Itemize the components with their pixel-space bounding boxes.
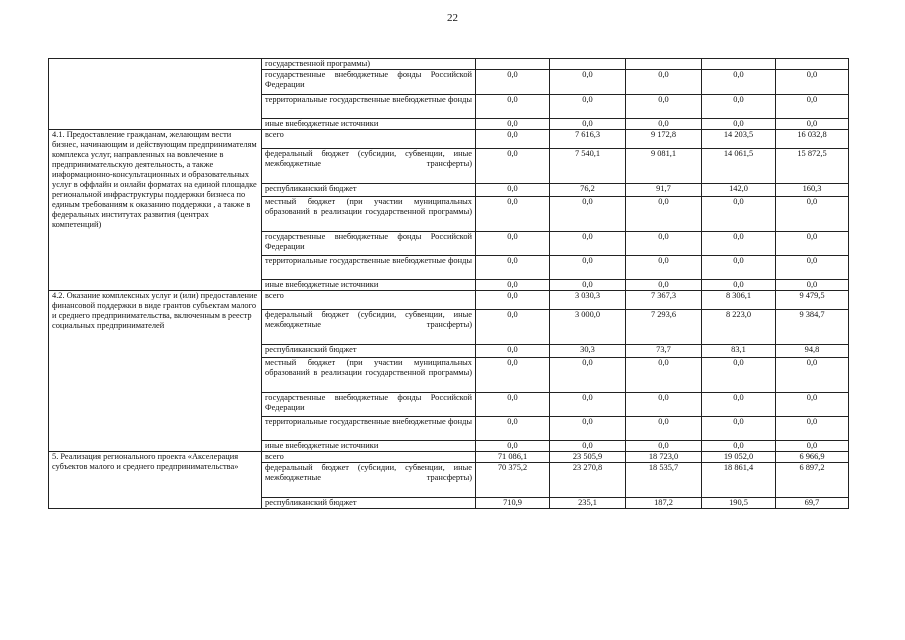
amount-cell: 0,0	[776, 393, 849, 417]
amount-cell: 0,0	[776, 232, 849, 256]
amount-cell: 8 306,1	[702, 291, 776, 310]
amount-cell: 7 540,1	[550, 149, 626, 184]
amount-cell: 9 172,8	[626, 130, 702, 149]
amount-cell: 0,0	[776, 441, 849, 452]
amount-cell: 19 052,0	[702, 452, 776, 463]
amount-cell: 0,0	[476, 95, 550, 119]
funding-source-cell: республиканский бюджет	[262, 184, 476, 197]
funding-source-cell: иные внебюджетные источники	[262, 119, 476, 130]
amount-cell: 0,0	[476, 232, 550, 256]
funding-source-cell: местный бюджет (при участии муниципальных образований в реализации государственной программы)	[262, 358, 476, 393]
amount-cell: 0,0	[476, 393, 550, 417]
table-row	[49, 59, 849, 70]
amount-cell: 16 032,8	[776, 130, 849, 149]
amount-cell: 0,0	[626, 232, 702, 256]
amount-cell: 70 375,2	[476, 463, 550, 498]
amount-cell: 0,0	[626, 256, 702, 280]
amount-cell: 0,0	[550, 95, 626, 119]
amount-cell: 71 086,1	[476, 452, 550, 463]
amount-cell: 0,0	[776, 95, 849, 119]
amount-cell: 0,0	[626, 417, 702, 441]
amount-cell: 0,0	[550, 441, 626, 452]
funding-source-cell: федеральный бюджет (субсидии, субвенции, иные межбюджетные трансферты)	[262, 463, 476, 498]
amount-cell: 0,0	[702, 280, 776, 291]
amount-cell: 0,0	[702, 197, 776, 232]
funding-source-cell: всего	[262, 130, 476, 149]
amount-cell: 91,7	[626, 184, 702, 197]
amount-cell: 0,0	[550, 119, 626, 130]
amount-cell: 9 479,5	[776, 291, 849, 310]
amount-cell: 190,5	[702, 498, 776, 509]
funding-source-cell: иные внебюджетные источники	[262, 280, 476, 291]
amount-cell	[626, 59, 702, 70]
amount-cell: 9 081,1	[626, 149, 702, 184]
amount-cell: 3 000,0	[550, 310, 626, 345]
amount-cell: 0,0	[476, 149, 550, 184]
funding-source-cell: всего	[262, 291, 476, 310]
amount-cell: 0,0	[550, 280, 626, 291]
event-name-cell: 5. Реализация регионального проекта «Акселерация субъектов малого и среднего предпринимательства»	[49, 452, 262, 509]
amount-cell: 0,0	[626, 119, 702, 130]
funding-source-cell: иные внебюджетные источники	[262, 441, 476, 452]
amount-cell: 0,0	[476, 70, 550, 95]
amount-cell: 23 270,8	[550, 463, 626, 498]
amount-cell: 0,0	[776, 119, 849, 130]
amount-cell: 710,9	[476, 498, 550, 509]
funding-source-cell: государственной программы)	[262, 59, 476, 70]
amount-cell: 0,0	[626, 95, 702, 119]
funding-source-cell: территориальные государственные внебюджетные фонды	[262, 95, 476, 119]
amount-cell: 0,0	[476, 197, 550, 232]
amount-cell: 0,0	[702, 417, 776, 441]
amount-cell: 0,0	[550, 256, 626, 280]
amount-cell: 0,0	[702, 393, 776, 417]
amount-cell: 0,0	[702, 95, 776, 119]
amount-cell: 0,0	[776, 280, 849, 291]
amount-cell: 94,8	[776, 345, 849, 358]
amount-cell: 69,7	[776, 498, 849, 509]
event-name-cell: 4.1. Предоставление гражданам, желающим вести бизнес, начинающим и действующим предпринимателям комплекса услуг, направленных на вовлечение в предпринимательскую деятельность, а также информационно-консультационных и образовательных услуг в оффлайн и онлайн форматах на единой площадке региональной инфраструктуры поддержки бизнеса по единым требованиям к оказанию поддержки , а также в федеральных институтах развития (центрах компетенций)	[49, 130, 262, 291]
amount-cell: 0,0	[626, 70, 702, 95]
amount-cell: 23 505,9	[550, 452, 626, 463]
amount-cell: 0,0	[776, 256, 849, 280]
funding-source-cell: территориальные государственные внебюджетные фонды	[262, 417, 476, 441]
amount-cell	[776, 59, 849, 70]
amount-cell: 0,0	[476, 256, 550, 280]
table-row	[49, 291, 849, 310]
amount-cell: 0,0	[476, 291, 550, 310]
amount-cell: 3 030,3	[550, 291, 626, 310]
amount-cell: 6 966,9	[776, 452, 849, 463]
amount-cell: 0,0	[626, 441, 702, 452]
amount-cell: 83,1	[702, 345, 776, 358]
amount-cell: 0,0	[702, 70, 776, 95]
funding-source-cell: федеральный бюджет (субсидии, субвенции, иные межбюджетные трансферты)	[262, 149, 476, 184]
amount-cell: 0,0	[550, 70, 626, 95]
amount-cell: 160,3	[776, 184, 849, 197]
amount-cell: 0,0	[626, 280, 702, 291]
amount-cell	[702, 59, 776, 70]
amount-cell: 0,0	[626, 197, 702, 232]
amount-cell: 235,1	[550, 498, 626, 509]
amount-cell: 0,0	[476, 345, 550, 358]
amount-cell: 15 872,5	[776, 149, 849, 184]
amount-cell: 0,0	[476, 119, 550, 130]
amount-cell: 0,0	[626, 393, 702, 417]
funding-source-cell: местный бюджет (при участии муниципальных образований в реализации государственной программы)	[262, 197, 476, 232]
funding-source-cell: государственные внебюджетные фонды Российской Федерации	[262, 393, 476, 417]
event-name-cell: 4.2. Оказание комплексных услуг и (или) предоставление финансовой поддержки в виде грантов субъектам малого и среднего предпринимательства, включенным в реестр социальных предпринимателей	[49, 291, 262, 452]
funding-source-cell: республиканский бюджет	[262, 345, 476, 358]
amount-cell: 7 293,6	[626, 310, 702, 345]
funding-source-cell: федеральный бюджет (субсидии, субвенции, иные межбюджетные трансферты)	[262, 310, 476, 345]
table-row	[49, 452, 849, 463]
amount-cell: 0,0	[626, 358, 702, 393]
amount-cell: 7 616,3	[550, 130, 626, 149]
table-row	[49, 130, 849, 149]
amount-cell: 0,0	[776, 197, 849, 232]
amount-cell: 18 535,7	[626, 463, 702, 498]
amount-cell: 0,0	[550, 232, 626, 256]
amount-cell: 0,0	[702, 119, 776, 130]
amount-cell: 9 384,7	[776, 310, 849, 345]
amount-cell: 0,0	[550, 197, 626, 232]
amount-cell	[550, 59, 626, 70]
amount-cell	[476, 59, 550, 70]
amount-cell: 0,0	[476, 358, 550, 393]
amount-cell: 0,0	[550, 417, 626, 441]
funding-source-cell: всего	[262, 452, 476, 463]
funding-source-cell: республиканский бюджет	[262, 498, 476, 509]
amount-cell: 0,0	[702, 441, 776, 452]
amount-cell: 18 723,0	[626, 452, 702, 463]
amount-cell: 0,0	[476, 184, 550, 197]
amount-cell: 0,0	[776, 70, 849, 95]
funding-source-cell: государственные внебюджетные фонды Российской Федерации	[262, 70, 476, 95]
funding-source-cell: государственные внебюджетные фонды Российской Федерации	[262, 232, 476, 256]
amount-cell: 0,0	[476, 130, 550, 149]
amount-cell: 8 223,0	[702, 310, 776, 345]
amount-cell: 0,0	[476, 310, 550, 345]
amount-cell: 0,0	[702, 232, 776, 256]
amount-cell: 142,0	[702, 184, 776, 197]
amount-cell: 0,0	[550, 358, 626, 393]
amount-cell: 0,0	[776, 417, 849, 441]
amount-cell: 0,0	[476, 280, 550, 291]
amount-cell: 18 861,4	[702, 463, 776, 498]
funding-source-cell: территориальные государственные внебюджетные фонды	[262, 256, 476, 280]
amount-cell: 14 203,5	[702, 130, 776, 149]
amount-cell: 76,2	[550, 184, 626, 197]
amount-cell: 0,0	[476, 441, 550, 452]
amount-cell: 7 367,3	[626, 291, 702, 310]
event-name-cell	[49, 59, 262, 130]
amount-cell: 0,0	[776, 358, 849, 393]
amount-cell: 187,2	[626, 498, 702, 509]
amount-cell: 6 897,2	[776, 463, 849, 498]
budget-table	[48, 58, 849, 509]
amount-cell: 0,0	[702, 358, 776, 393]
page-number: 22	[447, 12, 458, 24]
amount-cell: 0,0	[550, 393, 626, 417]
amount-cell: 30,3	[550, 345, 626, 358]
amount-cell: 0,0	[702, 256, 776, 280]
amount-cell: 0,0	[476, 417, 550, 441]
amount-cell: 14 061,5	[702, 149, 776, 184]
amount-cell: 73,7	[626, 345, 702, 358]
